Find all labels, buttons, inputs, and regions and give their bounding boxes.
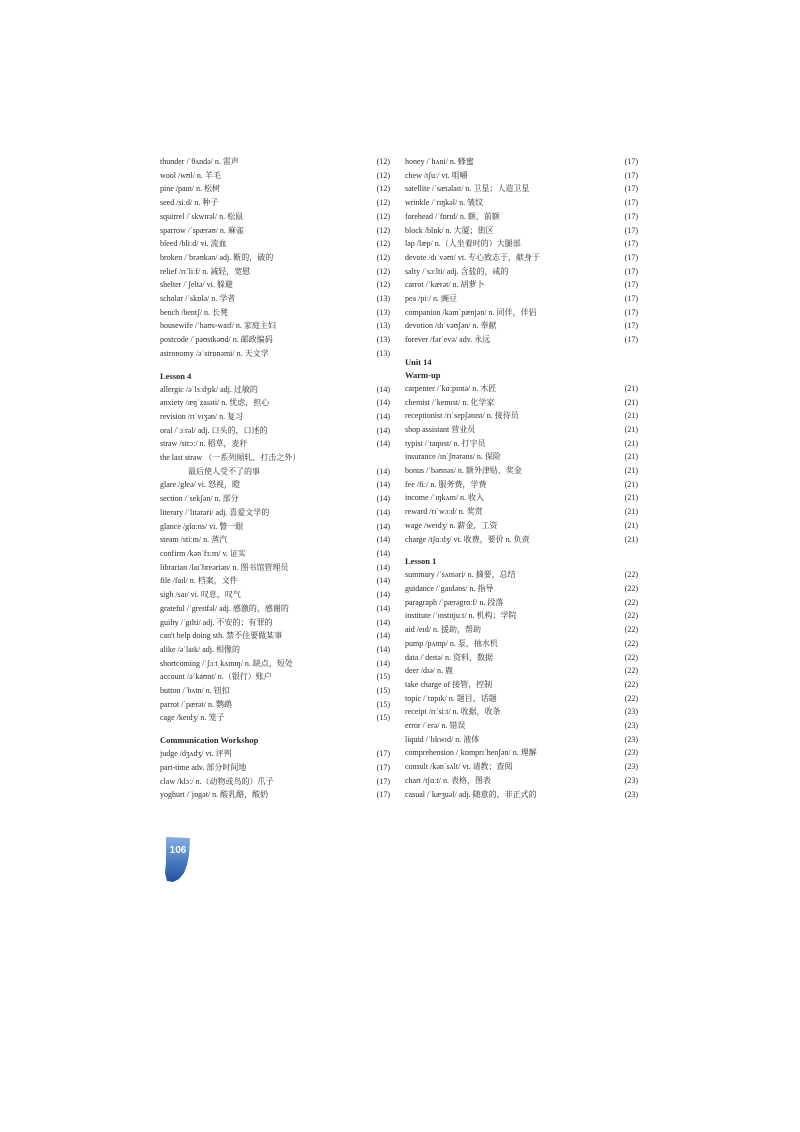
vocab-entry	[160, 155, 390, 169]
vocab-entry	[160, 761, 390, 775]
vocab-text: charge /tʃɑːdʒ/ vt. 收费，要价 n. 负责	[405, 534, 530, 544]
vocab-entry	[405, 664, 638, 678]
vocab-text: postcode /ˈpəʊstkəʊd/ n. 邮政编码	[160, 335, 273, 345]
vocab-page-ref: (12)	[376, 198, 390, 208]
vocab-page-ref: (22)	[624, 693, 638, 703]
vocab-page-ref: (21)	[624, 507, 638, 517]
vocab-page-ref: (12)	[376, 170, 390, 180]
vocab-text: honey /ˈhʌni/ n. 蜂蜜	[405, 157, 474, 166]
vocab-text: section /ˈsekʃən/ n. 部分	[160, 494, 239, 504]
vocab-entry	[405, 651, 638, 665]
section-heading: Communication Workshop	[160, 735, 259, 746]
vocab-page-ref: (17)	[624, 307, 638, 317]
vocab-entry	[160, 711, 390, 725]
vocab-text: guidance /ˈgaɪdəns/ n. 指导	[405, 583, 494, 593]
vocab-page-ref: (13)	[376, 307, 390, 317]
vocab-text: bench /bentʃ/ n. 长凳	[160, 307, 228, 317]
vocab-page-ref: (12)	[376, 157, 390, 166]
vocab-text: institute /ˈɪnstɪtjuːt/ n. 机构；学院	[405, 611, 517, 621]
vocab-entry	[160, 292, 390, 306]
vocab-page-ref: (22)	[624, 611, 638, 621]
vocab-page-ref: (12)	[376, 280, 390, 290]
vocab-entry	[160, 670, 390, 684]
vocab-entry	[405, 596, 638, 610]
vocab-text: carpenter /ˈkɑːpɪntə/ n. 木匠	[405, 383, 497, 393]
vocab-page-ref: (21)	[624, 534, 638, 544]
vocab-entry	[405, 478, 638, 492]
vocab-page-ref: (21)	[624, 411, 638, 421]
vocab-entry	[160, 383, 390, 397]
page-badge-shape	[163, 835, 193, 883]
vocab-text: satellite /ˈsætəlaɪt/ n. 卫星；人造卫星	[405, 184, 530, 194]
vocab-text: shortcoming /ˈʃɔːtˌkʌmɪŋ/ n. 缺点，短处	[160, 658, 293, 668]
vocab-text: topic /ˈtɒpɪk/ n. 题目，话题	[405, 693, 497, 703]
vocab-page-ref: (14)	[376, 576, 390, 586]
vocab-text: shop assistant 营业员	[405, 424, 476, 434]
vocab-entry	[405, 278, 638, 292]
vocab-text: companion /kəmˈpænjən/ n. 同伴，伴侣	[405, 307, 537, 317]
vocab-text: wool /wʊl/ n. 羊毛	[160, 170, 221, 180]
vocab-page-ref: (14)	[376, 384, 390, 394]
vocab-page-ref: (17)	[624, 280, 638, 290]
vocab-text: aid /eɪd/ n. 援助，帮助	[405, 625, 481, 635]
vocab-entry	[160, 616, 390, 630]
vocab-text: literary /ˈlɪtərəri/ adj. 喜爱文学的	[160, 507, 270, 517]
vocab-text: bonus /ˈbəʊnəs/ n. 额外津贴，奖金	[405, 466, 522, 476]
vocab-entry	[160, 747, 390, 761]
vocab-page-ref: (15)	[376, 699, 390, 709]
section-heading: Lesson 1	[405, 556, 437, 567]
vocab-text: error /ˈerə/ n. 错误	[405, 721, 466, 731]
vocab-text: forehead /ˈfɒrɪd/ n. 额，前额	[405, 211, 500, 221]
vocab-entry	[405, 409, 638, 423]
vocab-entry	[405, 265, 638, 279]
vocab-entry	[160, 629, 390, 643]
vocab-entry	[405, 450, 638, 464]
vocab-entry	[405, 237, 638, 251]
vocab-page-ref: (14)	[376, 507, 390, 517]
vocab-page-ref: (22)	[624, 597, 638, 607]
vocab-text: judge /dʒʌdʒ/ vt. 评判	[160, 749, 232, 759]
vocab-page-ref: (21)	[624, 452, 638, 462]
vocab-text: chart /tʃɑːt/ n. 表格，图表	[405, 775, 491, 785]
vocab-text: allergic /əˈlɜːdʒɪk/ adj. 过敏的	[160, 384, 258, 394]
vocab-entry	[160, 478, 390, 492]
vocab-entry	[405, 333, 638, 347]
vocab-entry	[160, 210, 390, 224]
vocab-page-ref: (14)	[376, 494, 390, 504]
vocab-entry	[405, 623, 638, 637]
vocab-text: carrot /ˈkærət/ n. 胡萝卜	[405, 280, 485, 290]
vocab-page-ref: (17)	[624, 321, 638, 331]
vocab-text: file /faɪl/ n. 档案，文件	[160, 576, 238, 586]
vocab-text: comprehension /ˌkɒmprɪˈhenʃən/ n. 理解	[405, 748, 537, 758]
section-subheading: Warm-up	[405, 369, 441, 380]
vocab-text: anxiety /æŋˈzaɪəti/ n. 忧虑，担心	[160, 398, 270, 408]
vocab-entry	[405, 491, 638, 505]
vocab-text: sparrow /ˈspærəʊ/ n. 麻雀	[160, 225, 244, 235]
vocab-text: deer /dɪə/ n. 鹿	[405, 666, 453, 676]
vocab-text: fee /fiː/ n. 服务费，学费	[405, 479, 487, 489]
vocab-entry	[160, 278, 390, 292]
vocab-text: alike /əˈlaɪk/ adj. 相像的	[160, 644, 240, 654]
vocab-text: forever /fərˈevə/ adv. 永远	[405, 335, 491, 345]
vocab-page-ref: (12)	[376, 252, 390, 262]
vocab-entry	[405, 224, 638, 238]
vocab-entry	[405, 568, 638, 582]
vocab-entry	[405, 306, 638, 320]
vocab-entry	[160, 251, 390, 265]
vocab-entry	[160, 182, 390, 196]
vocab-page-ref: (17)	[624, 170, 638, 180]
vocab-entry	[160, 196, 390, 210]
vocab-text: glare /gleə/ vi. 怒视，瞪	[160, 480, 240, 490]
vocab-page-ref: (17)	[624, 294, 638, 304]
vocab-entry	[405, 196, 638, 210]
vocab-entry	[160, 424, 390, 438]
vocab-page-ref: (17)	[624, 184, 638, 194]
vocab-page-ref: (12)	[376, 211, 390, 221]
vocab-entry	[160, 506, 390, 520]
vocab-entry	[405, 637, 638, 651]
vocab-page-ref: (17)	[624, 198, 638, 208]
vocab-entry	[160, 265, 390, 279]
vocab-page-ref: (23)	[624, 789, 638, 799]
vocab-text: yoghurt /ˈjɒgət/ n. 酸乳酪，酸奶	[160, 790, 269, 800]
vocab-entry-continuation	[160, 465, 390, 479]
vocab-text: data /ˈdeɪtə/ n. 资料，数据	[405, 652, 493, 662]
vocab-page-ref: (22)	[624, 638, 638, 648]
vocab-page-ref: (14)	[376, 631, 390, 641]
vocab-entry	[160, 602, 390, 616]
vocab-entry	[405, 582, 638, 596]
vocab-page-ref: (23)	[624, 775, 638, 785]
vocab-page-ref: (13)	[376, 348, 390, 358]
vocab-page-ref: (14)	[376, 411, 390, 421]
vocab-page-ref: (12)	[376, 184, 390, 194]
vocab-page-ref: (14)	[376, 439, 390, 449]
vocab-page-ref: (15)	[376, 713, 390, 723]
vocab-entry	[160, 169, 390, 183]
vocab-page-ref: (14)	[376, 562, 390, 572]
vocab-entry	[405, 464, 638, 478]
vocab-page-ref: (22)	[624, 625, 638, 635]
vocab-text: block /blɒk/ n. 大厦；街区	[405, 225, 494, 235]
vocab-page-ref: (17)	[376, 762, 390, 772]
vocab-entry	[160, 643, 390, 657]
vocab-page-ref: (14)	[376, 535, 390, 545]
vocab-text: salty /ˈsɔːlti/ adj. 含盐的，咸的	[405, 266, 509, 276]
vocab-entry	[160, 451, 390, 465]
vocab-text: wage /weɪdʒ/ n. 薪金，工资	[405, 520, 498, 530]
vocab-text: devotion /dɪˈvəʊʃən/ n. 奉献	[405, 321, 497, 331]
vocab-text: take charge of 接管，控制	[405, 679, 493, 689]
vocab-entry	[405, 533, 638, 547]
vocab-text: glance /glɑːns/ vi. 瞥一眼	[160, 521, 244, 531]
left-vocabulary-column	[160, 155, 390, 802]
vocab-page-ref: (22)	[624, 679, 638, 689]
vocab-text: confirm /kənˈfɜːm/ v. 证实	[160, 548, 246, 558]
vocab-page-ref: (14)	[376, 617, 390, 627]
vocab-text: paragraph /ˈpærəgrɑːf/ n. 段落	[405, 597, 504, 607]
page-number-badge	[163, 835, 193, 883]
vocab-entry	[405, 155, 638, 169]
vocab-page-ref: (14)	[376, 398, 390, 408]
vocab-page-ref: (15)	[376, 672, 390, 682]
vocab-page-ref: (21)	[624, 397, 638, 407]
vocab-text: steam /stiːm/ n. 蒸汽	[160, 535, 228, 545]
vocab-text: housewife /ˈhaʊs-waɪf/ n. 家庭主妇	[160, 321, 276, 331]
vocab-page-ref: (21)	[624, 466, 638, 476]
vocab-entry	[405, 719, 638, 733]
vocab-entry	[160, 657, 390, 671]
vocab-entry	[405, 423, 638, 437]
section-heading: Lesson 4	[160, 370, 192, 381]
vocab-text: seed /siːd/ n. 种子	[160, 198, 219, 208]
vocab-entry	[405, 210, 638, 224]
vocab-entry	[405, 746, 638, 760]
vocab-text: devote /dɪˈvəʊt/ vt. 专心致志于，献身于	[405, 252, 541, 262]
vocab-text: cage /keɪdʒ/ n. 笼子	[160, 713, 225, 723]
vocab-text: liquid /ˈlɪkwɪd/ n. 液体	[405, 734, 480, 744]
vocab-text: librarian /laɪˈbreəriən/ n. 图书馆管理员	[160, 562, 289, 572]
vocab-text: typist /ˈtaɪpɪst/ n. 打字员	[405, 438, 486, 448]
vocab-entry	[160, 775, 390, 789]
vocab-text: straw /strɔː/ n. 稻草，麦秆	[160, 439, 248, 449]
vocab-entry	[160, 237, 390, 251]
vocab-text: can't help doing sth. 禁不住要做某事	[160, 631, 283, 641]
vocab-entry	[160, 333, 390, 347]
page-number: 106	[169, 845, 187, 856]
vocab-text: receptionist /rɪˈsepʃənɪst/ n. 接待员	[405, 411, 519, 421]
vocab-text: pea /piː/ n. 豌豆	[405, 294, 457, 304]
vocab-entry	[405, 519, 638, 533]
vocab-text: lap /læp/ n.（人坐着时的）大腿部	[405, 239, 521, 249]
vocab-entry	[160, 492, 390, 506]
vocab-entry	[405, 678, 638, 692]
vocab-page-ref: (23)	[624, 721, 638, 731]
vocab-page-ref: (21)	[624, 493, 638, 503]
vocab-text: pump /pʌmp/ n. 泵，抽水机	[405, 638, 498, 648]
vocab-text: chemist /ˈkemɪst/ n. 化学家	[405, 397, 495, 407]
vocab-entry	[405, 319, 638, 333]
vocab-text: account /əˈkaʊnt/ n.（银行）账户	[160, 672, 272, 682]
vocab-text: squirrel /ˈskwɪrəl/ n. 松鼠	[160, 211, 244, 221]
vocab-entry	[405, 788, 638, 802]
vocab-page-ref: (17)	[376, 790, 390, 800]
vocab-entry	[160, 347, 390, 361]
vocab-page-ref: (17)	[624, 157, 638, 166]
vocab-entry	[160, 698, 390, 712]
vocab-page-ref: (17)	[624, 335, 638, 345]
vocab-text: wrinkle /ˈrɪŋkəl/ n. 皱纹	[405, 198, 484, 208]
section-heading: Unit 14	[405, 356, 432, 367]
vocab-entry	[405, 169, 638, 183]
vocab-page-ref: (23)	[624, 734, 638, 744]
vocab-page-ref: (13)	[376, 335, 390, 345]
vocab-text-continuation: 最后使人受不了的事	[188, 466, 260, 476]
vocab-page-ref: (14)	[376, 425, 390, 435]
vocab-page-ref: (14)	[376, 548, 390, 558]
vocab-page-ref: (23)	[624, 762, 638, 772]
vocab-entry	[160, 396, 390, 410]
vocab-entry	[405, 382, 638, 396]
vocab-entry	[405, 733, 638, 747]
vocab-text: astronomy /əˈstrɒnəmi/ n. 天文学	[160, 348, 269, 358]
vocab-page-ref: (17)	[376, 749, 390, 759]
vocab-entry	[405, 251, 638, 265]
vocab-page-ref: (17)	[624, 266, 638, 276]
vocab-entry	[405, 182, 638, 196]
vocab-page-ref: (17)	[624, 239, 638, 249]
vocab-page-ref: (21)	[624, 383, 638, 393]
vocab-page-ref: (21)	[624, 424, 638, 434]
vocab-entry	[160, 306, 390, 320]
vocab-text: grateful /ˈgreɪtfəl/ adj. 感激的，感谢的	[160, 603, 289, 613]
vocab-page-ref: (12)	[376, 239, 390, 249]
vocab-entry	[405, 396, 638, 410]
vocab-page-ref: (23)	[624, 748, 638, 758]
vocab-text: button /ˈbʌtn/ n. 钮扣	[160, 686, 230, 696]
vocab-entry	[405, 505, 638, 519]
vocab-text: broken /ˈbrəʊkən/ adj. 断的，破的	[160, 252, 274, 262]
vocab-page-ref: (14)	[376, 480, 390, 490]
vocab-entry	[160, 574, 390, 588]
vocab-text: the last straw （一系列倾轧、打击之外）	[160, 453, 301, 463]
vocab-entry	[160, 588, 390, 602]
vocab-entry	[160, 788, 390, 802]
vocab-text: casual /ˈkæʒuəl/ adj. 随意的，非正式的	[405, 789, 537, 799]
vocab-entry	[160, 547, 390, 561]
vocab-page-ref: (12)	[376, 225, 390, 235]
vocab-entry	[405, 705, 638, 719]
vocab-text: part-time adv. 部分时间地	[160, 762, 247, 772]
vocab-text: bleed /bliːd/ vi. 流血	[160, 239, 227, 249]
vocab-text: shelter /ˈʃeltə/ vi. 躲避	[160, 280, 233, 290]
vocab-text: consult /kənˈsʌlt/ vt. 请教；查阅	[405, 762, 513, 772]
vocab-entry	[405, 292, 638, 306]
vocab-page-ref: (13)	[376, 321, 390, 331]
vocab-text: claw /klɔː/ n.（动物或鸟的）爪子	[160, 776, 274, 786]
vocab-text: reward /rɪˈwɔːd/ n. 奖赏	[405, 507, 483, 517]
vocab-text: receipt /rɪˈsiːt/ n. 收据，收条	[405, 707, 501, 717]
vocab-text: summary /ˈsʌməri/ n. 摘要，总结	[405, 570, 516, 580]
vocab-page-ref: (22)	[624, 583, 638, 593]
vocab-entry	[405, 774, 638, 788]
vocab-page-ref: (17)	[624, 225, 638, 235]
vocab-entry	[160, 410, 390, 424]
vocab-entry	[160, 437, 390, 451]
vocab-entry	[160, 319, 390, 333]
vocab-entry	[160, 520, 390, 534]
vocab-page-ref: (14)	[376, 466, 390, 476]
vocab-page-ref: (22)	[624, 570, 638, 580]
vocab-page-ref: (17)	[624, 211, 638, 221]
vocab-text: pine /paɪn/ n. 松树	[160, 184, 220, 194]
vocab-page-ref: (17)	[376, 776, 390, 786]
right-vocabulary-column	[405, 155, 638, 801]
vocab-page-ref: (17)	[624, 252, 638, 262]
vocab-page-ref: (21)	[624, 479, 638, 489]
vocab-page-ref: (15)	[376, 686, 390, 696]
vocab-page-ref: (22)	[624, 666, 638, 676]
vocab-page-ref: (12)	[376, 266, 390, 276]
vocab-page-ref: (14)	[376, 658, 390, 668]
vocab-text: revision /rɪˈvɪʒən/ n. 复习	[160, 411, 244, 421]
vocab-entry	[160, 224, 390, 238]
vocab-text: insurance /ɪnˈʃʊərəns/ n. 保险	[405, 452, 501, 462]
vocab-page-ref: (14)	[376, 521, 390, 531]
vocab-entry	[160, 561, 390, 575]
vocab-entry	[405, 609, 638, 623]
vocab-text: guilty /ˈgɪlti/ adj. 不安的；有罪的	[160, 617, 273, 627]
vocab-page-ref: (21)	[624, 438, 638, 448]
vocab-text: parrot /ˈpærət/ n. 鹦鹉	[160, 699, 232, 709]
vocab-page-ref: (13)	[376, 294, 390, 304]
vocab-page-ref: (14)	[376, 603, 390, 613]
vocab-page-ref: (14)	[376, 590, 390, 600]
vocab-page-ref: (14)	[376, 644, 390, 654]
vocab-entry	[160, 684, 390, 698]
vocab-text: thunder /ˈθʌndə/ n. 雷声	[160, 157, 239, 166]
vocab-entry	[405, 760, 638, 774]
vocab-text: income /ˈɪŋkʌm/ n. 收入	[405, 493, 485, 503]
vocab-text: chew /tʃuː/ vt. 咀嚼	[405, 170, 468, 180]
vocab-text: relief /rɪˈliːf/ n. 减轻，宽慰	[160, 266, 251, 276]
vocab-text: sigh /saɪ/ vi. 叹息，叹气	[160, 590, 241, 600]
vocab-page-ref: (22)	[624, 652, 638, 662]
vocab-entry	[160, 533, 390, 547]
vocab-text: scholar /ˈskɒlə/ n. 学者	[160, 294, 236, 304]
vocab-entry	[405, 692, 638, 706]
vocab-page-ref: (23)	[624, 707, 638, 717]
vocab-text: oral /ˈɔːrəl/ adj. 口头的，口述的	[160, 425, 268, 435]
vocab-page-ref: (21)	[624, 520, 638, 530]
vocab-entry	[405, 437, 638, 451]
